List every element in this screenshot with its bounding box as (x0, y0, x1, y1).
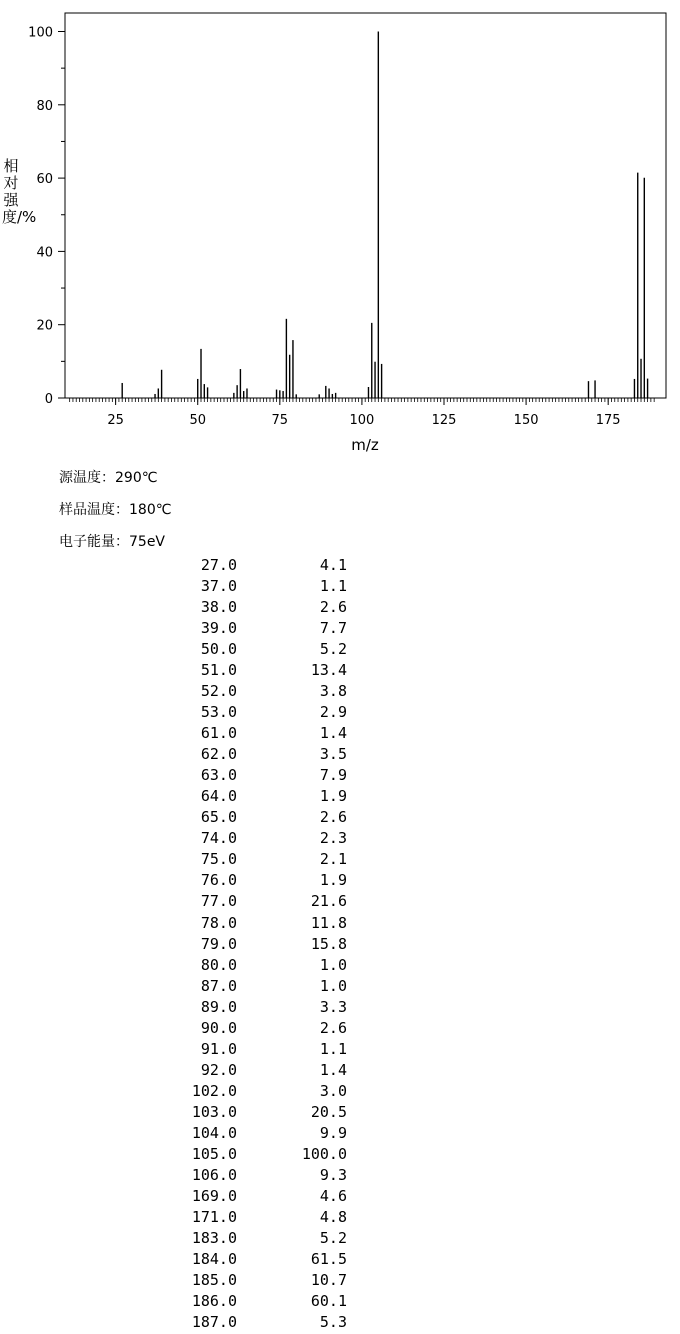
peak-intensity: 10.7 (310, 1271, 347, 1290)
peak-intensity: 21.6 (310, 892, 347, 911)
peak-intensity: 2.6 (319, 1018, 347, 1037)
peak-intensity: 20.5 (310, 1102, 347, 1121)
peak-mz: 171.0 (191, 1207, 237, 1226)
peak-mz: 39.0 (200, 619, 237, 638)
peak-mz: 184.0 (191, 1249, 237, 1268)
peak-intensity: 3.0 (319, 1081, 347, 1100)
spectrum-bars (122, 32, 647, 399)
peak-row (0, 556, 680, 577)
peak-row (0, 1040, 680, 1061)
peak-mz: 103.0 (191, 1102, 237, 1121)
peak-mz: 64.0 (200, 787, 237, 806)
peak-row (0, 1061, 680, 1082)
peak-mz: 89.0 (200, 997, 237, 1016)
peak-intensity: 2.6 (319, 598, 347, 617)
y-tick-label: 60 (36, 172, 53, 188)
peak-mz: 77.0 (200, 892, 237, 911)
mass-spectrum-chart (0, 0, 680, 460)
peak-intensity: 2.9 (319, 703, 347, 722)
peak-row (0, 598, 680, 619)
x-tick-label: 150 (513, 413, 539, 428)
peak-row (0, 1103, 680, 1124)
peak-mz: 106.0 (191, 1165, 237, 1184)
peak-row (0, 1124, 680, 1145)
peak-row (0, 914, 680, 935)
peak-row (0, 703, 680, 724)
x-axis-title: m/z (351, 436, 379, 454)
peak-row (0, 640, 680, 661)
peak-mz: 187.0 (191, 1313, 237, 1332)
peak-mz: 76.0 (200, 871, 237, 890)
peak-intensity: 11.8 (310, 913, 347, 932)
x-tick-label: 25 (107, 413, 124, 428)
peak-intensity: 60.1 (310, 1292, 347, 1311)
peak-intensity: 1.0 (319, 976, 347, 995)
peak-mz: 92.0 (200, 1060, 237, 1079)
y-tick-label: 100 (28, 25, 53, 41)
peak-intensity: 61.5 (310, 1249, 347, 1268)
peak-intensity: 1.9 (319, 787, 347, 806)
peak-row (0, 850, 680, 871)
peak-row (0, 1166, 680, 1187)
peak-intensity: 5.3 (319, 1313, 347, 1332)
peak-row (0, 724, 680, 745)
peak-row (0, 577, 680, 598)
peak-mz: 87.0 (200, 976, 237, 995)
x-tick-label: 75 (271, 413, 289, 428)
x-tick-label: 125 (431, 413, 457, 428)
peak-mz: 61.0 (200, 724, 237, 743)
source-temperature: 源温度：290℃ (59, 470, 158, 486)
peak-row (0, 745, 680, 766)
peak-mz: 104.0 (191, 1123, 237, 1142)
peak-row (0, 1313, 680, 1334)
peak-mz: 91.0 (200, 1039, 237, 1058)
peak-row (0, 1187, 680, 1208)
y-tick-label: 40 (36, 245, 53, 261)
peak-row (0, 661, 680, 682)
peak-row (0, 682, 680, 703)
peak-intensity: 7.9 (319, 766, 347, 785)
peak-row (0, 1145, 680, 1166)
peak-mz: 90.0 (200, 1018, 237, 1037)
peak-row (0, 892, 680, 913)
peak-row (0, 766, 680, 787)
peak-mz: 186.0 (191, 1292, 237, 1311)
peak-intensity: 100.0 (301, 1144, 347, 1163)
peak-mz: 63.0 (200, 766, 237, 785)
peak-intensity: 3.8 (319, 682, 347, 701)
peak-mz: 65.0 (200, 808, 237, 827)
peak-intensity: 9.9 (319, 1123, 347, 1142)
peak-row (0, 1292, 680, 1313)
x-axis-ticks (107, 398, 620, 428)
peak-intensity: 13.4 (310, 661, 347, 680)
peak-intensity: 4.1 (319, 556, 347, 574)
peak-intensity: 2.1 (319, 850, 347, 869)
x-tick-label: 50 (189, 413, 206, 428)
sample-temperature: 样品温度：180℃ (59, 502, 172, 518)
peak-intensity: 1.4 (319, 724, 347, 743)
peak-mz: 53.0 (200, 703, 237, 722)
peak-mz: 50.0 (200, 640, 237, 659)
peak-intensity: 3.3 (319, 997, 347, 1016)
peak-intensity: 1.1 (319, 1039, 347, 1058)
peak-row (0, 787, 680, 808)
peak-intensity: 4.8 (319, 1207, 347, 1226)
peak-row (0, 1082, 680, 1103)
peak-intensity: 1.1 (319, 577, 347, 596)
peak-intensity: 1.9 (319, 871, 347, 890)
electron-energy: 电子能量：75eV (59, 534, 166, 550)
peak-mz: 183.0 (191, 1228, 237, 1247)
peak-intensity: 2.6 (319, 808, 347, 827)
peak-intensity: 5.2 (319, 1228, 347, 1247)
peak-mz: 102.0 (191, 1081, 237, 1100)
peak-mz: 185.0 (191, 1271, 237, 1290)
peak-row (0, 1250, 680, 1271)
peak-row (0, 1019, 680, 1040)
peak-row (0, 1208, 680, 1229)
x-tick-label: 100 (349, 413, 375, 428)
peak-mz: 27.0 (200, 556, 237, 574)
x-tick-label: 175 (595, 413, 621, 428)
peak-row (0, 956, 680, 977)
peak-row (0, 1271, 680, 1292)
peak-mz: 169.0 (191, 1186, 237, 1205)
peak-row (0, 871, 680, 892)
peak-mz: 78.0 (200, 913, 237, 932)
peak-row (0, 1229, 680, 1250)
peak-row (0, 829, 680, 850)
peak-row (0, 808, 680, 829)
peak-mz: 80.0 (200, 955, 237, 974)
peak-mz: 38.0 (200, 598, 237, 617)
y-tick-label: 80 (36, 98, 53, 114)
peak-row (0, 935, 680, 956)
peak-intensity: 2.3 (319, 829, 347, 848)
peak-intensity: 15.8 (310, 934, 347, 953)
peak-intensity: 1.4 (319, 1060, 347, 1079)
peak-mz: 105.0 (191, 1144, 237, 1163)
peak-mz: 51.0 (200, 661, 237, 680)
peak-intensity: 1.0 (319, 955, 347, 974)
plot-frame (65, 13, 666, 398)
y-axis-title: 相对强度/% (2, 157, 37, 226)
peak-intensity: 7.7 (319, 619, 347, 638)
peak-mz: 52.0 (200, 682, 237, 701)
peak-mz: 74.0 (200, 829, 237, 848)
peak-intensity: 5.2 (319, 640, 347, 659)
peak-intensity: 3.5 (319, 745, 347, 764)
peak-mz: 62.0 (200, 745, 237, 764)
y-tick-label: 0 (44, 392, 53, 407)
peak-intensity: 4.6 (319, 1186, 347, 1205)
peak-row (0, 977, 680, 998)
peak-mz: 79.0 (200, 934, 237, 953)
peak-mz: 75.0 (200, 850, 237, 869)
peak-row (0, 619, 680, 640)
peak-mz: 37.0 (200, 577, 237, 596)
peak-row (0, 998, 680, 1019)
y-tick-label: 20 (36, 318, 53, 334)
peak-intensity: 9.3 (319, 1165, 347, 1184)
